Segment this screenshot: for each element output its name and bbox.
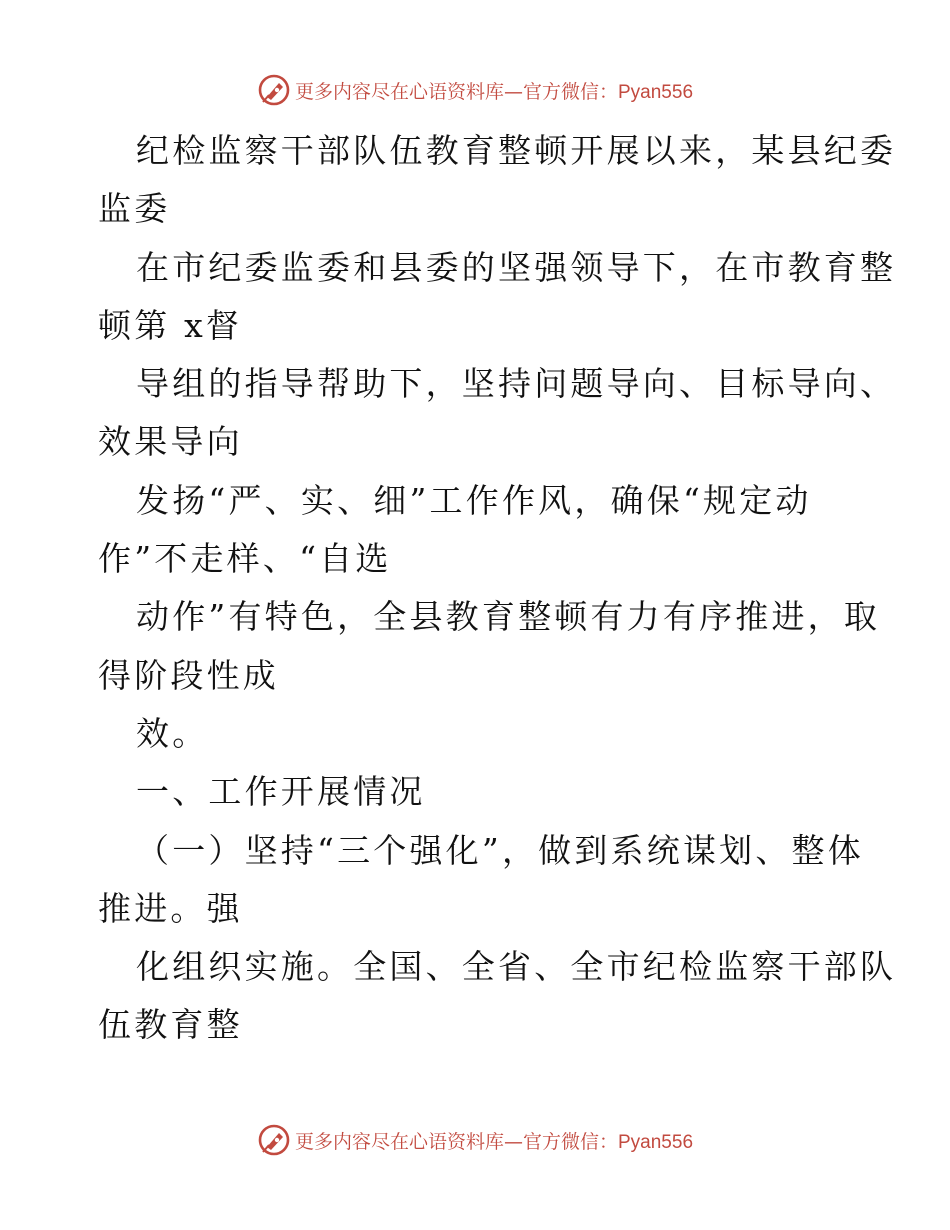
body-line: 在市纪委监委和县委的坚强领导下，在市教育整 (136, 247, 897, 287)
body-line: 伍教育整 (98, 1005, 243, 1045)
body-line: 推进。强 (98, 888, 243, 928)
body-line: 发扬“严、实、细”工作作风，确保“规定动 (136, 480, 812, 520)
banner-wechat-id: Pyan556 (618, 1131, 694, 1153)
header-banner (0, 70, 950, 110)
footer-banner (0, 1120, 950, 1160)
banner-site-text: 更多内容尽在心语资料库—官方微信： (294, 80, 618, 103)
body-line: 效果导向 (98, 422, 243, 462)
banner-site-text: 更多内容尽在心语资料库—官方微信： (294, 1130, 618, 1153)
banner-text (295, 77, 693, 104)
document-body (98, 122, 897, 1055)
body-line: 化组织实施。全国、全省、全市纪检监察干部队 (136, 947, 897, 987)
body-line: 效。 (136, 713, 209, 753)
body-line: 顿第 x督 (98, 305, 243, 345)
section-heading: 一、工作开展情况 (136, 772, 426, 812)
body-line: 纪检监察干部队伍教育整顿开展以来，某县纪委 (136, 131, 897, 170)
banner-text (295, 1127, 693, 1154)
pen-nib-circle-icon (257, 1123, 291, 1157)
pen-nib-circle-icon (257, 73, 291, 107)
body-line: 作”不走样、“自选 (98, 539, 392, 579)
body-line: 监委 (98, 189, 171, 229)
body-line: 得阶段性成 (98, 655, 279, 695)
body-line: （一）坚持“三个强化”，做到系统谋划、整体 (136, 830, 864, 870)
banner-wechat-id: Pyan556 (618, 81, 694, 103)
body-line: 动作”有特色，全县教育整顿有力有序推进，取 (136, 597, 881, 637)
body-line: 导组的指导帮助下，坚持问题导向、目标导向、 (136, 364, 897, 404)
